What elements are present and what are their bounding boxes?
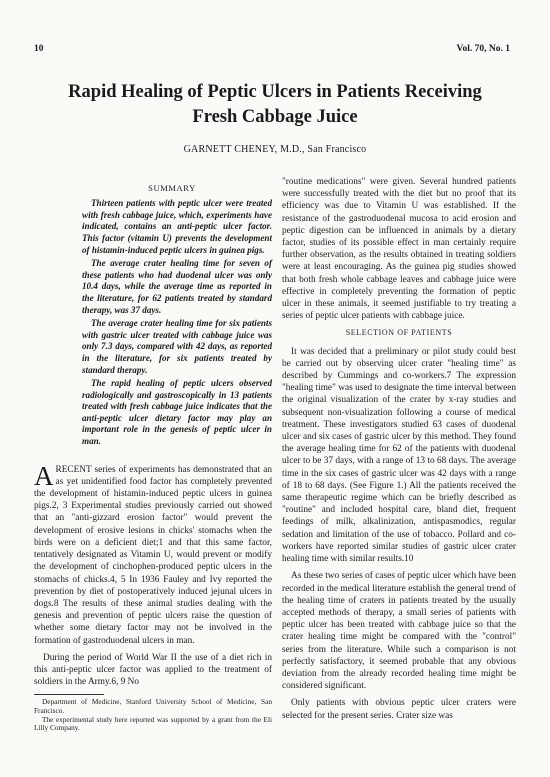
body-paragraph: Only patients with obvious peptic ulcer craters were selected for the present series. Crater size was [282,698,516,721]
title-line-1: Rapid Healing of Peptic Ulcers in Patients Receiving [68,82,482,102]
intro-text: RECENT series of experiments has demonstrated that an as yet unidentified food factor has completely prevented the development of histamin-induced peptic ulcers in guinea pigs.2, 3 Experimental studies previously carried out showed that an "anti-gizzard erosion factor" would prevent the development of erosive lesions in chicks' stomachs when the birds were on a deficient diet;1 and that this same factor, tentatively designated as Vitamin U, would prevent or modify the development of cinchophen-produced peptic ulcers in the stomachs of chicks.4, 5 In 1936 Fauley and Ivy reported the prevention by diet of postoperatively induced jejunal ulcers in dogs.8 The results of these animal studies dealing with the genesis and prevention of peptic ulcers raise the question of whether some dietary factor may not be involved in the formation of gastroduodenal ulcers in man. [34,464,272,646]
footnote: Department of Medicine, Stanford University School of Medicine, San Francisco. [34,697,272,715]
summary-paragraph: The average crater healing time for six patients with gastric ulcer treated with cabbage juice was only 7.3 days, compared with 42 days, as reported in the literature, for six patients treated by standard therapy. [82,318,272,375]
summary-paragraph: The rapid healing of peptic ulcers observed radiologically and gastroscopically in 13 patients treated with fresh cabbage juice indicates that the anti-peptic ulcer dietary factor may play an important role in the genesis of peptic ulcer in man. [82,378,272,447]
body-paragraph: "routine medications" were given. Several hundred patients were successfully treated with the diet but no proof that its efficiency was due to Vitamin U was established. If the resistance of the gastroduodenal mucosa to acid erosion and peptic digestion can be influenced in animals by a dietary factor, studies of its possible effect in man certainly require further observation, as the results obtained in treating soldiers were at least encouraging. As the guinea pig studies showed that both fresh whole cabbage leaves and cabbage juice were effective in completely preventing the formation of peptic ulcer in these animals, it seemed justifiable to try treating a series of peptic ulcer patients with cabbage juice. [282,177,516,322]
title-line-2: Fresh Cabbage Juice [192,107,358,127]
body-paragraph: During the period of World War II the use of a diet rich in this anti-peptic ulcer factor was applied to the treatment of soldiers in the Army.6, 9 No [34,652,272,688]
intro-paragraph [34,460,272,647]
section-heading: SELECTION OF PATIENTS [345,328,453,338]
left-column [34,182,272,733]
footnote: The experimental study here reported was supported by a grant from the Eli Lilly Company. [34,714,272,733]
page-number: 10 [34,44,44,54]
summary-heading: SUMMARY [148,183,196,193]
author-byline: GARNETT CHENEY, M.D., San Francisco [183,144,367,155]
article-title [30,80,520,130]
volume-issue: Vol. 70, No. 1 [456,44,510,54]
drop-cap: A [34,460,54,491]
footnote-divider [34,694,104,695]
summary-block [82,198,272,447]
body-paragraph: It was decided that a preliminary or pilot study could best be carried out by observing ulcer crater "healing time" as described by Cummings and co-workers.7 The expression "healing time" was used to designate the time interval between the original visualization of the crater by x-ray studies and subsequent non-visualization following a course of medical treatment. These investigators studied 63 cases of duodenal ulcer and six cases of gastric ulcer by this method. They found the average healing time for 62 of the patients with duodenal ulcer to be 37 days, with a range of 13 to 68 days. The average time in the six cases of gastric ulcer was 42 days with a range of 18 to 68 days. (See Figure 1.) All the patients received the same therapeutic regime which can be briefly described as "routine" and included hospital care, bland diet, frequent feedings of milk, alkalinization, antispasmodics, regular sedation and limitation of the use of tobacco. Pollard and co-workers have reported similar studies of gastric ulcer crater healing time with similar results.10 [282,346,516,565]
summary-paragraph: The average crater healing time for seven of these patients who had duodenal ulcer was only 10.4 days, while the average time as reported in the literature, for 62 patients treated by standard therapy, was 37 days. [82,258,272,315]
summary-paragraph: Thirteen patients with peptic ulcer were treated with fresh cabbage juice, which, experiments have indicated, contains an anti-peptic ulcer factor. This factor (vitamin U) prevents the development of histamin-induced peptic ulcers in guinea pigs. [82,198,272,255]
body-paragraph: As these two series of cases of peptic ulcer which have been recorded in the medical literature establish the general trend of the healing time of craters in patients treated by the usually accepted methods of therapy, a small series of patients with peptic ulcer has been treated with cabbage juice so that the crater healing time might be compared with the "control" series from the literature. While such a comparison is not perfectly satisfactory, it seemed probable that any obvious deviation from the already recorded healing time might be considered significant. [282,571,516,692]
right-column [282,176,516,727]
